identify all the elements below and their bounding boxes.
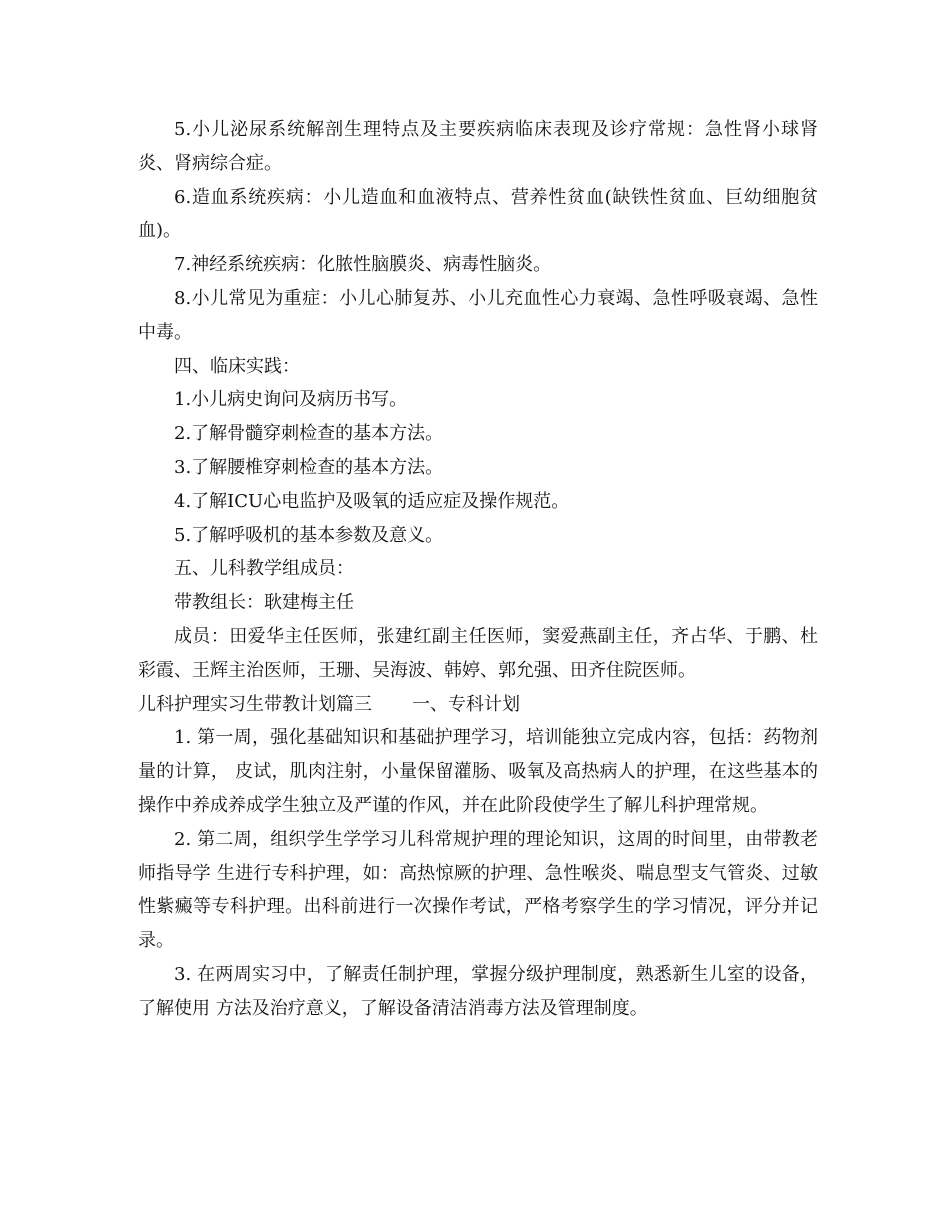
paragraph-week-two: 2. 第二周，组织学生学学习儿科常规护理的理论知识，这周的时间里，由带教老师指导学 生进行专科护理，如：高热惊厥的护理、急性喉炎、喘息型支气管炎、过敏性紫癜等专科护理。出科前进行一次操作考试，严格考察学生的学习情况，评分并记录。 <box>138 828 818 952</box>
heading-clinical-practice: 四、临床实践： <box>174 355 300 377</box>
list-item-history-taking: 1.小儿病史询问及病历书写。 <box>174 389 408 411</box>
paragraph-two-weeks: 3. 在两周实习中，了解责任制护理，掌握分级护理制度，熟悉新生儿室的设备，了解使用 方法及治疗意义，了解设备清洁消毒方法及管理制度。 <box>138 963 818 1019</box>
paragraph-urinary-system: 5.小儿泌尿系统解剖生理特点及主要疾病临床表现及诊疗常规：急性肾小球肾炎、肾病综合症。 <box>138 119 818 174</box>
list-item-bone-marrow-puncture: 2.了解骨髓穿刺检查的基本方法。 <box>174 423 444 445</box>
document-body <box>138 113 818 1026</box>
section-subtitle: 一、专科计划 <box>412 693 520 715</box>
paragraph-week-one: 1. 第一周，强化基础知识和基础护理学习，培训能独立完成内容，包括：药物剂量的计算， 皮试，肌肉注射，小量保留灌肠、吸氧及高热病人的护理，在这些基本的操作中养成养成学生独立及严谨的作风，并在此阶段使学生了解儿科护理常规。 <box>138 727 818 816</box>
list-item-lumbar-puncture: 3.了解腰椎穿刺检查的基本方法。 <box>174 456 444 478</box>
paragraph-critical-illness: 8.小儿常见为重症：小儿心肺复苏、小儿充血性心力衰竭、急性呼吸衰竭、急性中毒。 <box>138 287 818 343</box>
paragraph-nervous-system: 7.神经系统疾病：化脓性脑膜炎、病毒性脑炎。 <box>174 254 552 276</box>
paragraph-hematopoietic-system: 6.造血系统疾病：小儿造血和血液特点、营养性贫血(缺铁性贫血、巨幼细胞贫血)。 <box>138 186 818 242</box>
heading-teaching-group: 五、儿科教学组成员： <box>174 558 354 580</box>
section-heading <box>138 688 818 722</box>
list-item-ventilator: 5.了解呼吸机的基本参数及意义。 <box>174 524 444 546</box>
paragraph-group-leader: 带教组长：耿建梅主任 <box>174 592 354 614</box>
paragraph-group-members: 成员：田爱华主任医师，张建红副主任医师，窦爱燕副主任，齐占华、于鹏、杜彩霞、王辉主治医师，王珊、吴海波、韩婷、郭允强、田齐住院医师。 <box>138 625 818 681</box>
list-item-icu-monitoring: 4.了解ICU心电监护及吸氧的适应症及操作规范。 <box>174 490 570 512</box>
section-title: 儿科护理实习生带教计划篇三 <box>138 693 372 715</box>
